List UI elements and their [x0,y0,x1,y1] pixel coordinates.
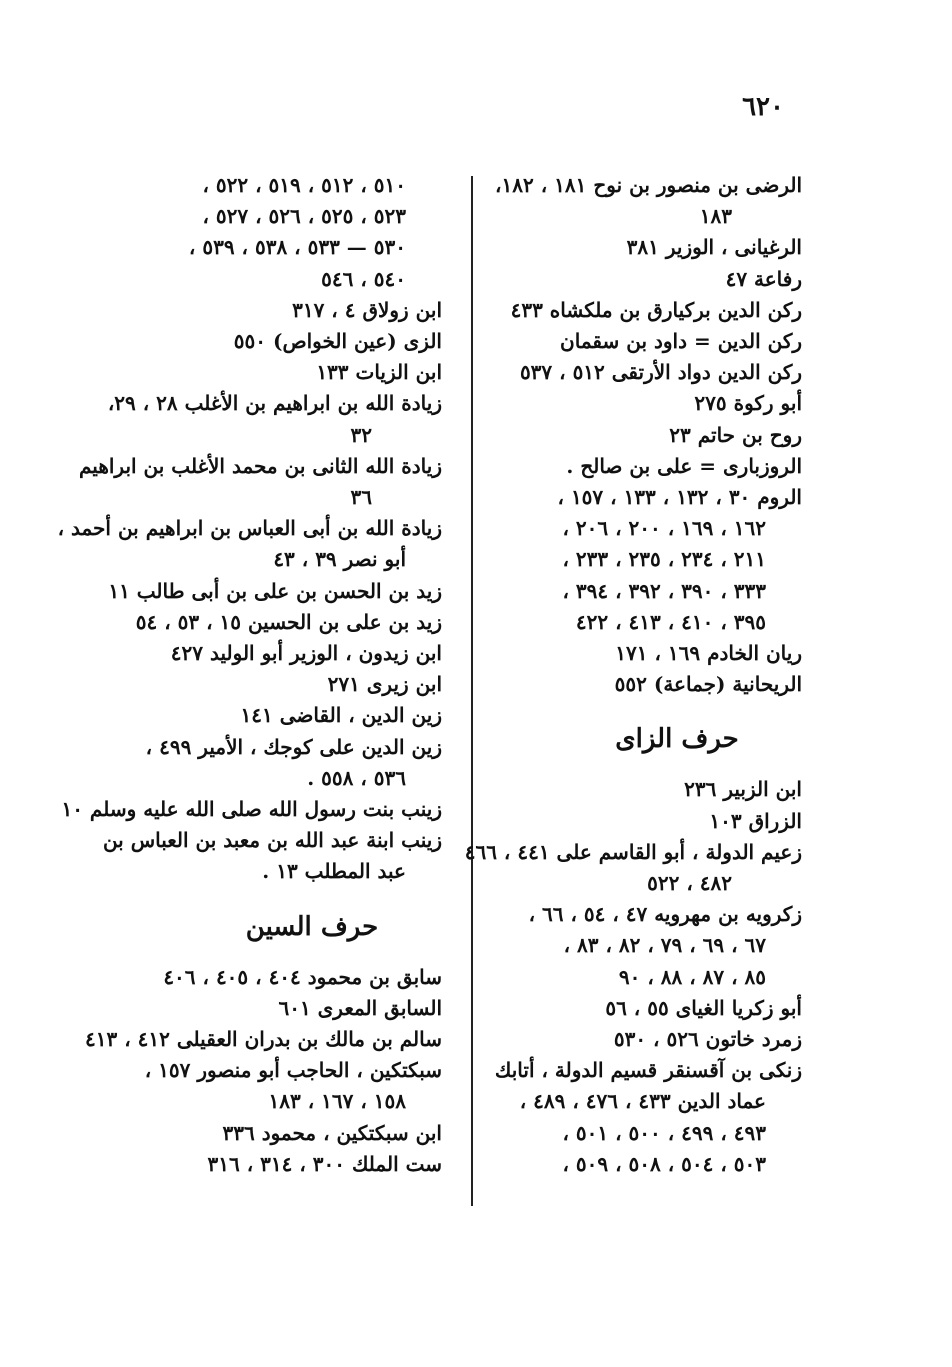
index-entry: ابن زيرى ٢٧١ [327,672,442,697]
index-entry-continuation: ١٥٨ ، ١٦٧ ، ١٨٣ [268,1089,406,1114]
page-number: ٦٢٠ [742,92,784,122]
index-entry: ابن الزبير ٢٣٦ [684,777,802,802]
index-entry-continuation: ٣٦ [350,485,372,510]
index-entry-continuation: ٨٥ ، ٨٧ ، ٨٨ ، ٩٠ [618,964,766,989]
index-entry: زيادة الله بن أبى العباس بن ابراهيم بن أحمد ، [57,516,442,541]
index-entry-continuation: ٤٨٢ ، ٥٢٢ [647,871,732,896]
index-entry: أبو زكريا الغياى ٥٥ ، ٥٦ [605,995,802,1020]
index-entry: زينب بنت رسول الله صلى الله عليه وسلم ١٠ [61,797,442,822]
index-entry: ركن الدين دواد الأرتقى ٥١٢ ، ٥٣٧ [519,360,802,385]
index-entry: الروم ٣٠ ، ١٣٢ ، ١٣٣ ، ١٥٧ ، [557,485,802,510]
index-entry: سبكتكين ، الحاجب أبو منصور ١٥٧ ، [144,1058,442,1083]
index-entry: زمرد خاتون ٥٢٦ ، ٥٣٠ [613,1027,802,1052]
index-entry: زيد بن على بن الحسين ١٥ ، ٥٣ ، ٥٤ [135,609,442,634]
index-entry-continuation: ٣٩٥ ، ٤١٠ ، ٤١٣ ، ٤٢٢ [575,609,766,634]
index-entry: الرضى بن منصور بن نوح ١٨١ ، ١٨٢، [495,173,802,197]
index-entry: روح بن حاتم ٢٣ [669,422,802,447]
index-entry-continuation: ١٨٣ [699,204,732,229]
index-entry: زيادة الله بن ابراهيم بن الأغلب ٢٨ ، ٢٩، [107,391,442,416]
index-entry-continuation: ٣٣٣ ، ٣٩٠ ، ٣٩٢ ، ٣٩٤ ، [562,578,766,603]
index-entry-continuation: عبد المطلب ١٣ . [262,859,406,884]
index-entry: رفاعة ٤٧ [725,266,802,291]
index-entry: أبو ركوة ٢٧٥ [694,391,802,416]
index-entry-continuation: ٥٠٣ ، ٥٠٤ ، ٥٠٨ ، ٥٠٩ ، [562,1151,766,1176]
index-entry: زين الدين على كوجك ، الأمير ٤٩٩ ، [145,734,442,759]
index-entry: زنكى بن آقسنقر قسيم الدولة ، أتابك [494,1058,802,1083]
index-entry: السابق المعرى ٦٠١ [278,995,442,1020]
index-entry: الريحانية (جماعة) ٥٥٢ [614,672,802,697]
index-entry: زين الدين ، القاضى ١٤١ [240,703,442,728]
index-entry: ابن سبكتكين ، محمود ٣٣٦ [222,1120,442,1145]
index-entry-continuation: ٥١٠ ، ٥١٢ ، ٥١٩ ، ٥٢٢ ، [202,173,406,197]
index-entry: سالم بن مالك بن بدران العقيلى ٤١٢ ، ٤١٣ [85,1027,442,1052]
index-entry-continuation: ٥٤٠ ، ٥٤٦ [321,266,406,291]
index-entry-continuation: ١٦٢ ، ١٦٩ ، ٢٠٠ ، ٢٠٦ ، [562,516,766,541]
index-entry: ركن الدين بركيارق بن ملكشاه ٤٣٣ [510,297,802,322]
index-entry-continuation: ٥٣٦ ، ٥٥٨ . [307,765,406,790]
index-entry: زكرويه بن مهرويه ٤٧ ، ٥٤ ، ٦٦ ، [528,902,802,927]
index-column-right [464,170,802,1180]
index-entry: ركن الدين = داود بن سقمان [560,329,802,354]
index-entry: الرغيانى ، الوزير ٣٨١ [626,235,802,260]
section-heading-sin: حرف السين [245,911,379,942]
index-entry-continuation: أبو نصر ٣٩ ، ٤٣ [273,547,406,572]
section-heading-zay: حرف الزاى [615,724,739,755]
index-entry-continuation: ٥٣٠ — ٥٣٣ ، ٥٣٨ ، ٥٣٩ ، [188,235,406,260]
index-entry: سابق بن محمود ٤٠٤ ، ٤٠٥ ، ٤٠٦ [163,964,442,989]
index-entry-continuation: ٢١١ ، ٢٣٤ ، ٢٣٥ ، ٢٣٣ ، [562,547,766,572]
index-entry: زينب ابنة عبد الله بن معبد بن العباس بن [102,828,442,853]
index-column-left [57,170,442,1180]
index-entry-continuation: ٤٩٣ ، ٤٩٩ ، ٥٠٠ ، ٥٠١ ، [562,1120,766,1145]
index-entry-continuation: ٣٢ [350,422,372,447]
index-entry-continuation: ٦٧ ، ٦٩ ، ٧٩ ، ٨٢ ، ٨٣ ، [563,933,766,958]
index-entry: ست الملك ٣٠٠ ، ٣١٤ ، ٣١٦ [207,1151,442,1176]
index-entry: ابن الزيات ١٣٣ [316,360,442,385]
index-entry: ابن زولاق ٤ ، ٣١٧ [292,297,442,322]
column-divider [471,176,473,1206]
index-entry: زيادة الله الثانى بن محمد الأغلب بن ابراهيم [78,453,442,478]
index-entry: الزراق ١٠٣ [709,808,802,833]
index-entry: الزى (عين الخواص) ٥٥٠ [233,329,442,354]
index-entry: زيد بن الحسن بن على بن أبى طالب ١١ [108,578,442,603]
index-entry: زعيم الدولة ، أبو القاسم على ٤٤١ ، ٤٦٦ [464,839,802,864]
index-entry-continuation: عماد الدين ٤٣٣ ، ٤٧٦ ، ٤٨٩ ، [519,1089,766,1114]
index-entry: ابن زيدون ، الوزير أبو الوليد ٤٢٧ [170,641,442,666]
index-entry: ريان الخادم ١٦٩ ، ١٧١ [615,641,802,666]
index-entry: الروزبارى = على بن صالح . [566,453,802,478]
index-entry-continuation: ٥٢٣ ، ٥٢٥ ، ٥٢٦ ، ٥٢٧ ، [202,204,406,229]
